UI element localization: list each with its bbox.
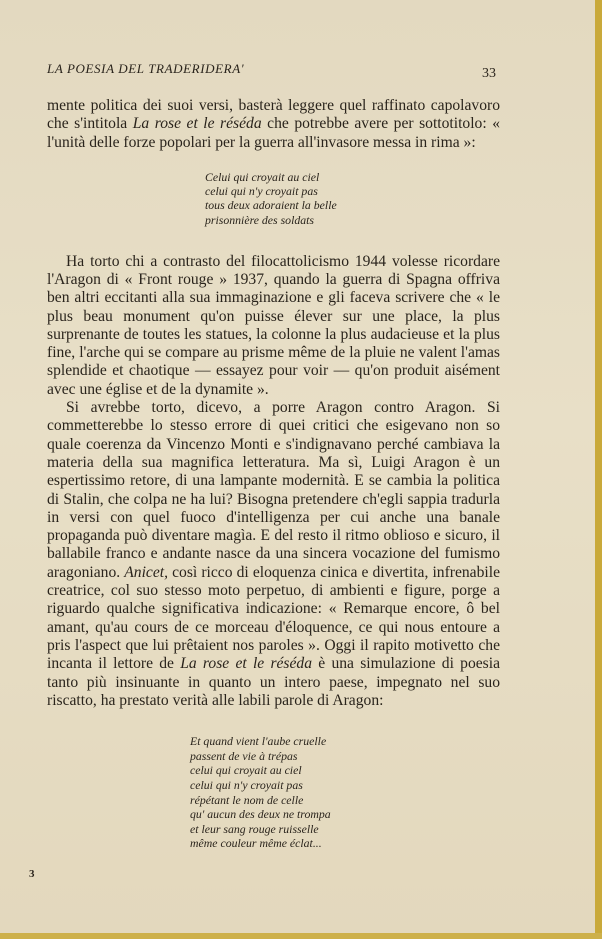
verse-line: répétant le nom de celle <box>190 792 304 807</box>
page-edge-bottom <box>0 933 602 939</box>
paragraph-3 <box>47 399 500 710</box>
verse-line: celui qui n'y croyait pas <box>190 777 303 792</box>
verse-line: celui qui croyait au ciel <box>190 763 302 778</box>
paragraph-1-text-b: che potrebbe avere per sottotitolo: « l'unità delle forze popolari per la guerra all'invasore messa in rima »: <box>47 115 500 151</box>
paragraph-1 <box>47 97 500 152</box>
paragraph-3-text-c: è una simulazione di poesia tanto più insinuante in quanto un intero paese, impegnato nel suo riscatto, ha prestato verità alle labili parole di Aragon: <box>47 655 501 709</box>
verse-line: passent de vie à trépas <box>190 748 298 763</box>
running-title: LA POESIA DEL TRADERIDERA' <box>47 61 245 76</box>
poem-title: La rose et le réséda <box>180 655 313 673</box>
verse-line: qu' aucun des deux ne trompa <box>190 807 331 822</box>
page-edge-right <box>595 0 602 939</box>
verse-line: même couleur même éclat... <box>190 836 322 851</box>
verse-line: Et quand vient l'aube cruelle <box>190 734 327 749</box>
paragraph-3-text-b: così ricco di eloquenza cinica e divertita, infrenabile creatrice, col suo stesso moto perpetuo, di ambienti e figure, porge a riguardo qualche significativa indicazione: « Remarque encore, ô bel amant, qu'au cours de ce morceau d'éloquence, ce qui nous entoure a pris l'aspect que lui prêtaient nos paroles ». Oggi il rapito motivetto che incanta il lettore de <box>47 563 500 673</box>
verse-block-1 <box>205 170 500 227</box>
verse-block-2 <box>190 734 500 851</box>
verse-line: tous deux adoraient la belle <box>205 198 337 213</box>
paragraph-2: Ha torto chi a contrasto del filocattolicismo 1944 volesse ricordare l'Aragon di « Front rouge » 1937, quando la guerra di Spagna offriva ben altri eccitanti alla sua immaginazione e gli faceva scrivere che « le plus beau monument qu'on puisse élever sur une place, la plus surprenante de toutes les statues, la colonne la plus audacieuse et la plus fine, l'arche qui se compare au prisme même de la pluie ne valent l'amas splendide et chaotique — essayez pour voir — qu'on produit aisément avec une église et de la dynamite ». <box>47 252 500 398</box>
verse-line: Celui qui croyait au ciel <box>205 169 320 184</box>
paragraph-1-text-a: mente politica dei suoi versi, basterà leggere quel raffinato capolavoro che s'intitola <box>47 97 500 133</box>
body-text <box>47 97 500 851</box>
anicet-title: Anicet, <box>124 563 169 581</box>
verse-line: prisonnière des soldats <box>205 212 315 227</box>
page-number: 33 <box>482 66 496 81</box>
verse-line: celui qui n'y croyait pas <box>205 184 318 199</box>
verse-line: et leur sang rouge ruisselle <box>190 821 319 836</box>
signature-mark: 3 <box>29 868 35 880</box>
poem-title: La rose et le réséda <box>132 115 262 133</box>
paragraph-3-text-a: Si avrebbe torto, dicevo, a porre Aragon contro Aragon. Si commetterebbe lo stesso errore di quei critici che esigevano non so quale coerenza da Vincenzo Monti e s'indignavano perché cambiava la materia della sua magnifica letteratura. Ma sì, Luigi Aragon è un espertissimo retore, di una lampante modernità. E se cambia la politica di Stalin, che colpa ne ha lui? Bisogna pretendere ch'egli sappia tradurla in versi con quel fuoco d'intelligenza per cui anche una banale propaganda può diventare magìa. E del resto il ritmo oblioso e sicuro, il ballabile franco e andante nasce da una sincera vocazione del fumismo aragoniano. <box>47 399 500 581</box>
